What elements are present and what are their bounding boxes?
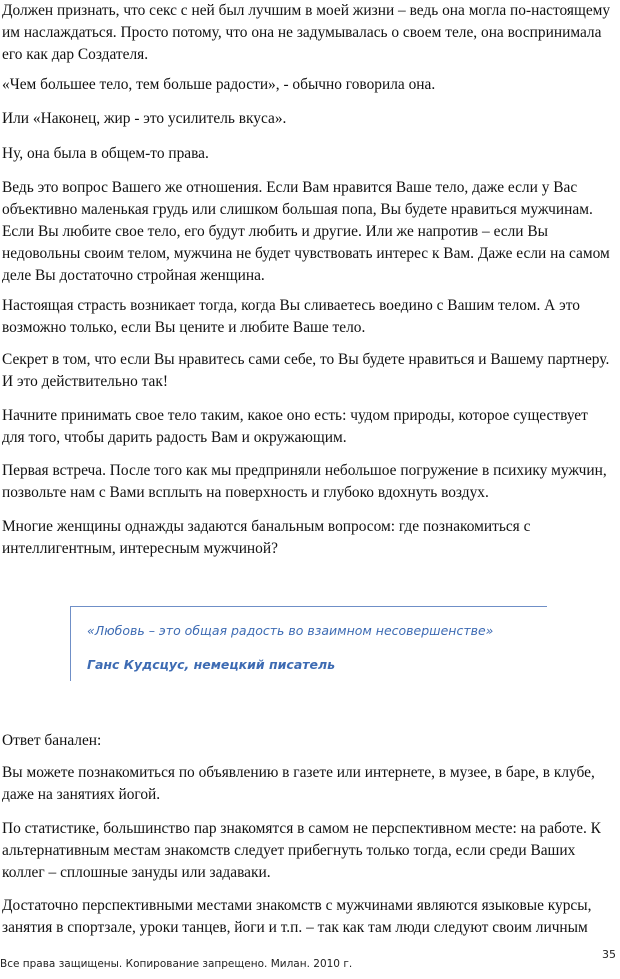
paragraph-places: Вы можете познакомиться по объявлению в газете или интернете, в музее, в баре, в клубе, даже на занятиях йогой. [2,764,595,803]
epigraph-text: «Любовь – это общая радость во взаимном несовершенстве» [87,623,494,638]
epigraph-author: Ганс Кудсцус, немецкий писатель [87,657,336,672]
paragraph-right: Ну, она была в общем-то права. [2,145,209,162]
paragraph-quote-1: «Чем большее тело, тем больше радости», - обычно говорила она. [2,76,436,93]
epigraph-box [70,606,547,681]
paragraph-accept: Начните принимать свое тело таким, какое оно есть: чудом природы, которое существует для того, чтобы дарить радость Вам и окружающим. [2,407,588,446]
page-number: 35 [602,948,616,961]
paragraph-courses: Достаточно перспективными местами знакомств с мужчинами являются языковые курсы, занятия в спортзале, уроки танцев, йоги и т.п. – так как там люди следуют своим личным [2,897,592,936]
paragraph-passion: Настоящая страсть возникает тогда, когда Вы сливаетесь воедино с Вашим телом. А это возможно только, если Вы цените и любите Ваше тело. [2,297,580,336]
paragraph-quote-2: Или «Наконец, жир - это усилитель вкуса». [2,110,287,127]
paragraph-question: Многие женщины однажды задаются банальным вопросом: где познакомиться с интеллигентным, интересным мужчиной? [2,518,531,557]
paragraph-attitude: Ведь это вопрос Вашего же отношения. Если Вам нравится Ваше тело, даже если у Вас объективно маленькая грудь или слишком большая попа, Вы будете нравиться мужчинам. Если Вы любите свое тело, его будут любить и другие. Или же напротив – если Вы недовольны своим телом, мужчина не будет чувствовать интерес к Вам. Даже если на самом деле Вы достаточно стройная женщина. [2,179,610,284]
paragraph-secret: Секрет в том, что если Вы нравитесь сами себе, то Вы будете нравиться и Вашему партнеру. И это действительно так! [2,351,610,390]
paragraph-answer: Ответ банален: [2,732,102,749]
footer-copyright: Все права защищены. Копирование запрещено. Милан. 2010 г. [0,958,353,970]
paragraph-first-meeting: Первая встреча. После того как мы предприняли небольшое погружение в психику мужчин, позвольте нам с Вами всплыть на поверхность и глубоко вдохнуть воздух. [2,462,607,501]
paragraph-intro: Должен признать, что секс с ней был лучшим в моей жизни – ведь она могла по-настоящему им наслаждаться. Просто потому, что она не задумывалась о своем теле, она воспринимала его как дар Создателя. [2,2,611,63]
paragraph-statistics: По статистике, большинство пар знакомятся в самом не перспективном месте: на работе. К альтернативным местам знакомств следует прибегнуть только тогда, если среди Ваших коллег – сплошные зануды или задаваки. [2,820,601,881]
